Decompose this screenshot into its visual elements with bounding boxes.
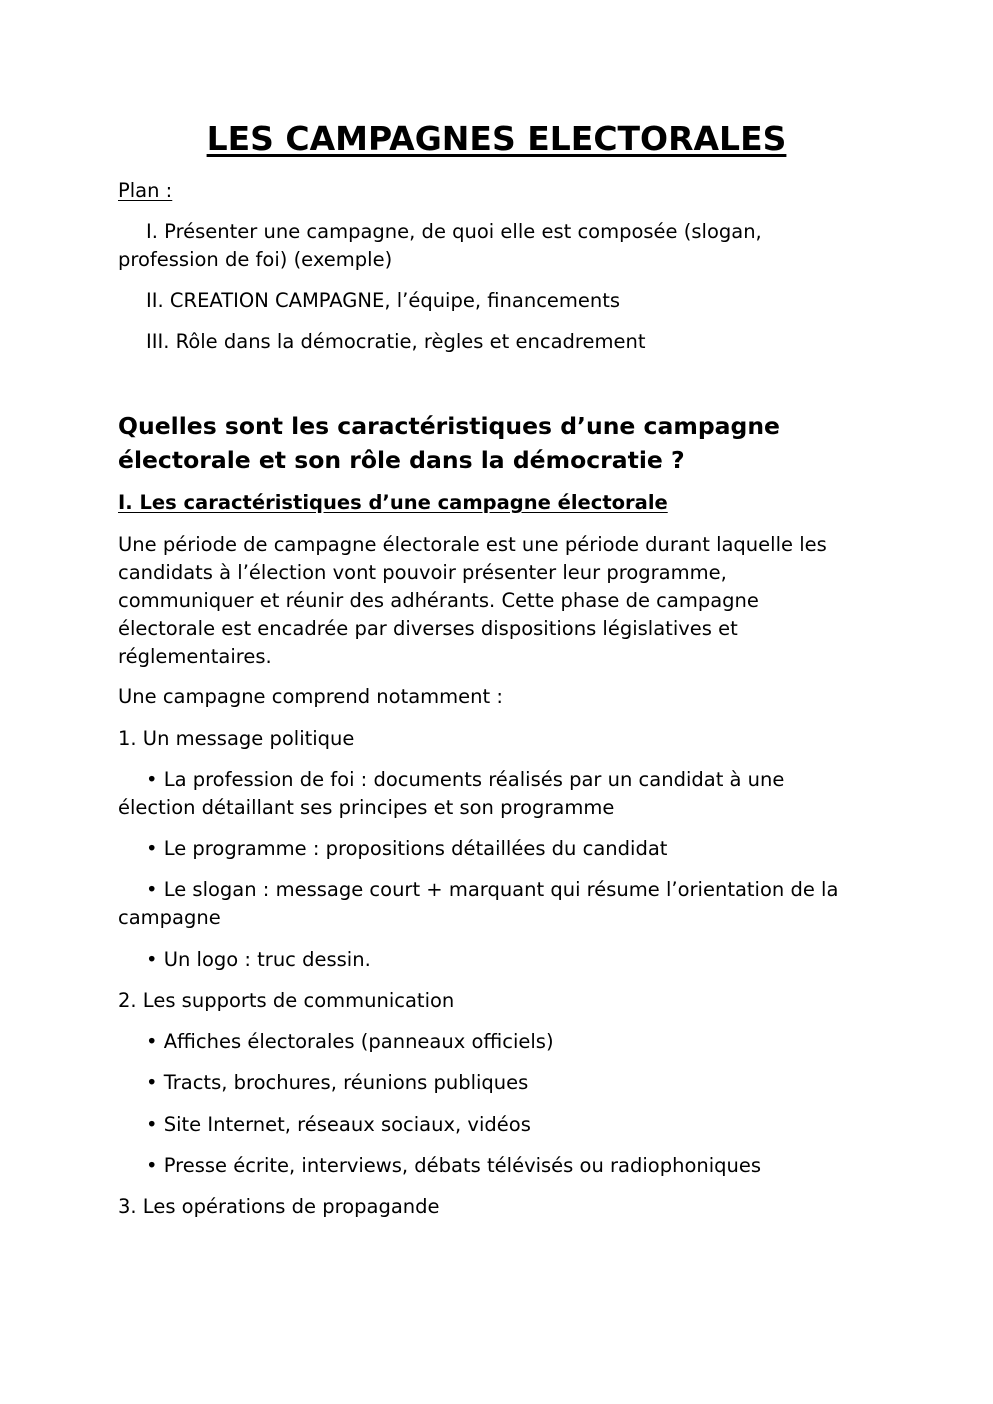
point-1-label: 1. Un message politique xyxy=(118,727,355,750)
point-2-bullet-3: • Site Internet, réseaux sociaux, vidéos xyxy=(146,1113,531,1136)
intro-line-1: Une période de campagne électorale est une période durant laquelle les xyxy=(118,533,827,556)
plan-item-2: II. CREATION CAMPAGNE, l’équipe, financements xyxy=(146,289,621,312)
plan-item-3: III. Rôle dans la démocratie, règles et encadrement xyxy=(146,330,646,353)
point-1-bullet-2: • Le programme : propositions détaillées du candidat xyxy=(146,837,668,860)
point-1-bullet-4: • Un logo : truc dessin. xyxy=(146,948,371,971)
point-2-label: 2. Les supports de communication xyxy=(118,989,455,1012)
intro-line-3: communiquer et réunir des adhérants. Cette phase de campagne xyxy=(118,589,759,612)
point-2-bullet-2: • Tracts, brochures, réunions publiques xyxy=(146,1071,529,1094)
plan-item-1-line-1: I. Présenter une campagne, de quoi elle est composée (slogan, xyxy=(146,220,762,243)
intro-line-5: réglementaires. xyxy=(118,645,272,668)
intro-line-4: électorale est encadrée par diverses dispositions législatives et xyxy=(118,617,738,640)
point-2-bullet-1: • Affiches électorales (panneaux officiels) xyxy=(146,1030,554,1053)
section-1-heading: I. Les caractéristiques d’une campagne électorale xyxy=(118,491,668,514)
point-3-label: 3. Les opérations de propagande xyxy=(118,1195,440,1218)
point-1-bullet-1-line-2: élection détaillant ses principes et son programme xyxy=(118,796,615,819)
point-1-bullet-1-line-1: • La profession de foi : documents réalisés par un candidat à une xyxy=(146,768,785,791)
campaign-lead: Une campagne comprend notamment : xyxy=(118,685,503,708)
question-heading-line-1: Quelles sont les caractéristiques d’une campagne xyxy=(118,412,780,440)
plan-label: Plan : xyxy=(118,179,173,202)
point-1-bullet-3-line-2: campagne xyxy=(118,906,221,929)
point-2-bullet-4: • Presse écrite, interviews, débats télévisés ou radiophoniques xyxy=(146,1154,762,1177)
point-1-bullet-3-line-1: • Le slogan : message court + marquant qui résume l’orientation de la xyxy=(146,878,839,901)
question-heading-line-2: électorale et son rôle dans la démocratie ? xyxy=(118,446,685,474)
document-title: LES CAMPAGNES ELECTORALES xyxy=(206,119,787,158)
intro-line-2: candidats à l’élection vont pouvoir présenter leur programme, xyxy=(118,561,727,584)
plan-item-1-line-2: profession de foi) (exemple) xyxy=(118,248,393,271)
